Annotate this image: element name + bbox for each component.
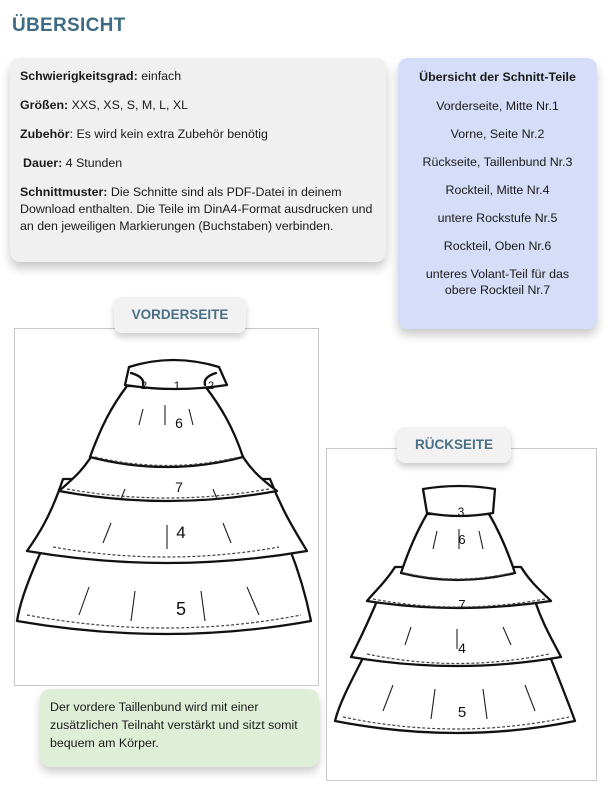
back-label-tier-top: 6 <box>458 532 466 547</box>
waistband-note-text: Der vordere Taillenbund wird mit einer zusätzlichen Teilnaht verstärkt und sitzt somit bequem am Körper. <box>50 700 298 750</box>
front-label-center: 1 <box>173 379 181 393</box>
parts-overview-card <box>398 58 597 329</box>
difficulty-value: einfach <box>137 69 182 83</box>
accessories-label: Zubehör <box>20 127 70 141</box>
back-label-tier-bottom: 5 <box>457 704 467 721</box>
parts-item: Vorderseite, Mitte Nr.1 <box>436 99 559 113</box>
back-skirt-image <box>326 448 597 781</box>
pattern-label: Schnittmuster: <box>20 185 108 199</box>
duration-value: 4 Stunden <box>62 156 123 170</box>
back-label-tier-mid: 4 <box>458 640 466 656</box>
parts-item: unteres Volant-Teil für das obere Rockteil Nr.7 <box>425 267 570 297</box>
sizes-value: XXS, XS, S, M, L, XL <box>68 98 189 112</box>
front-skirt-image <box>14 328 319 686</box>
accessories-row <box>20 126 376 143</box>
pattern-row <box>20 184 376 235</box>
sizes-label: Größen: <box>20 98 69 112</box>
duration-row <box>23 155 376 172</box>
parts-item: Rockteil, Oben Nr.6 <box>443 239 552 253</box>
parts-title: Übersicht der Schnitt-Teile <box>419 70 576 84</box>
difficulty-label: Schwierigkeitsgrad: <box>20 69 138 83</box>
page-title: ÜBERSICHT <box>12 15 126 36</box>
back-label-waistband: 3 <box>457 505 465 519</box>
difficulty-row <box>20 68 376 85</box>
parts-item: Rockteil, Mitte Nr.4 <box>445 183 550 197</box>
front-label-side-left: 2 <box>140 380 148 392</box>
sizes-row <box>20 97 376 114</box>
back-skirt-drawing <box>327 449 596 780</box>
front-label-side-right: 2 <box>207 380 215 392</box>
front-label-tier-top: 6 <box>175 415 183 431</box>
accessories-value: : Es wird kein extra Zubehör benötig <box>69 127 268 141</box>
pattern-value: Die Schnitte sind als PDF-Datei in deinem Download enthalten. Die Teile im DinA4-Format ausdrucken und an den jeweiligen Markierungen (Buchstaben) verbinden. <box>20 185 373 233</box>
back-label-volant: 7 <box>458 597 466 612</box>
front-label-volant: 7 <box>175 479 183 495</box>
front-skirt-drawing <box>15 329 318 685</box>
parts-item: Vorne, Seite Nr.2 <box>450 127 545 141</box>
parts-item: untere Rockstufe Nr.5 <box>437 211 558 225</box>
front-label-tier-bottom: 5 <box>175 599 187 619</box>
parts-item: Rückseite, Taillenbund Nr.3 <box>422 155 573 169</box>
duration-label: Dauer: <box>23 156 63 170</box>
back-section-label: RÜCKSEITE <box>397 427 511 463</box>
front-label-tier-mid: 4 <box>176 523 186 542</box>
info-card <box>10 58 386 262</box>
front-section-label: VORDERSEITE <box>114 297 246 333</box>
waistband-note-card <box>40 689 319 767</box>
